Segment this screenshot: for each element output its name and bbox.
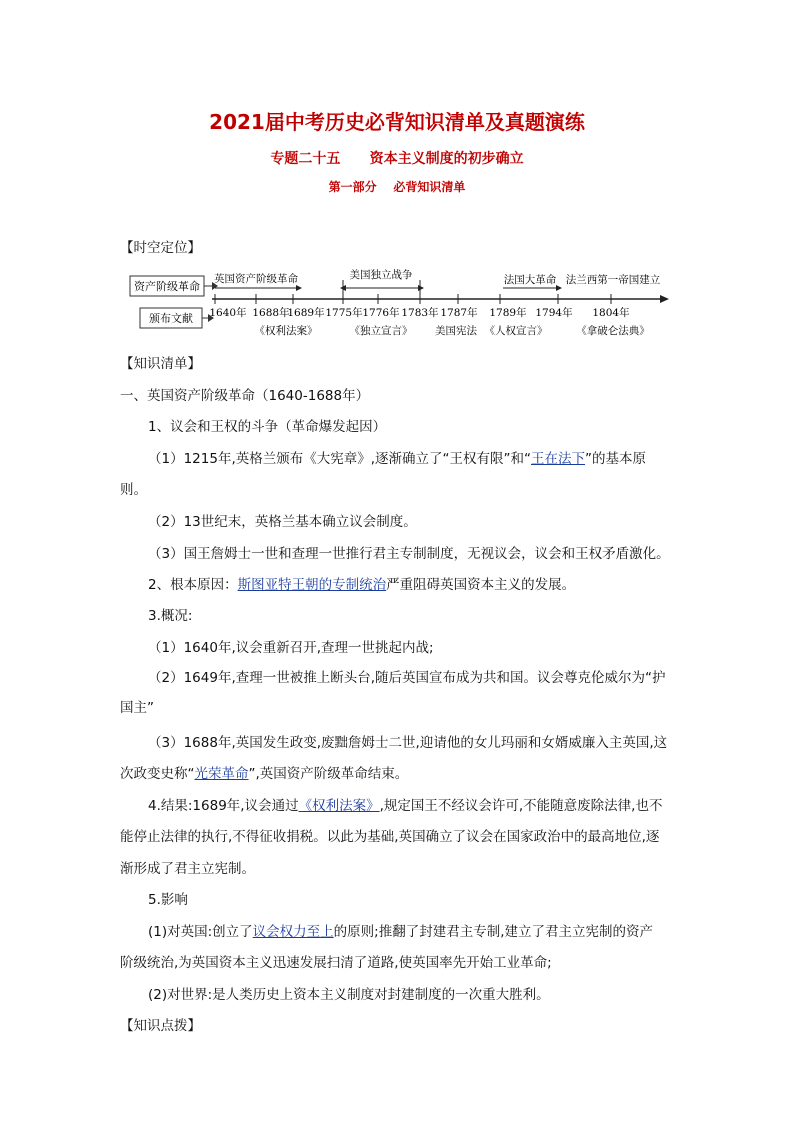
link-king-under-law[interactable]: 王在法下 bbox=[531, 451, 586, 467]
year-label: 1804年 bbox=[592, 307, 630, 319]
year-label: 1794年 bbox=[535, 307, 573, 319]
span-french-arrow bbox=[556, 285, 562, 291]
text-segment: (1)对英国:创立了 bbox=[148, 924, 253, 940]
link-stuart-tyranny[interactable]: 斯图亚特王朝的专制统治 bbox=[237, 577, 387, 593]
subheading-struggle: 1、议会和王权的斗争（革命爆发起因） bbox=[148, 419, 387, 435]
tips-section-label: 【知识点拨】 bbox=[120, 1018, 201, 1034]
text-segment: ”,英国资产阶级革命结束。 bbox=[248, 766, 409, 782]
paragraph-absolutism: （3）国王詹姆士一世和查理一世推行君主专制制度，无视议会，议会和王权矛盾激化。 bbox=[148, 546, 670, 562]
year-label: 1789年 bbox=[489, 307, 527, 319]
document-rights-of-man: 《人权宣言》 bbox=[484, 325, 548, 337]
text-segment: 的原则;推翻了封建君主专制,建立了君主立宪制的资产 bbox=[333, 924, 654, 940]
paragraph-root-cause bbox=[148, 573, 575, 593]
text-segment: 次政变史称“ bbox=[120, 766, 195, 782]
paragraph-1649-cont: 国主” bbox=[120, 700, 154, 716]
document-title: 2021届中考历史必背知识清单及真题演练 bbox=[209, 110, 585, 134]
timeline-section-label: 【时空定位】 bbox=[120, 240, 201, 256]
subheading-overview: 3.概况: bbox=[148, 608, 193, 624]
paragraph-influence-world: (2)对世界:是人类历史上资本主义制度对封建制度的一次重大胜利。 bbox=[148, 987, 550, 1003]
paragraph-magna-carta bbox=[148, 447, 646, 467]
paragraph-result bbox=[148, 794, 662, 814]
document-bill-of-rights: 《权利法案》 bbox=[254, 325, 318, 337]
year-label: 1640年 bbox=[209, 307, 247, 319]
event-english-revolution: 英国资产阶级革命 bbox=[214, 273, 298, 285]
text-segment: ”的基本原 bbox=[585, 451, 647, 467]
paragraph-1640: （1）1640年,议会重新召开,查理一世挑起内战; bbox=[148, 640, 434, 656]
paragraph-1649: （2）1649年,查理一世被推上断头台,随后英国宣布成为共和国。议会尊克伦威尔为“护 bbox=[148, 670, 666, 686]
text-segment: 2、根本原因： bbox=[148, 577, 238, 593]
paragraph-result-cont: 能停止法律的执行,不得征收捐税。以此为基础,英国确立了议会在国家政治中的最高地位,逐 bbox=[120, 829, 660, 845]
link-parliament-supremacy[interactable]: 议会权力至上 bbox=[252, 924, 334, 940]
year-label: 1689年 bbox=[287, 307, 325, 319]
paragraph-result-end: 渐形成了君主立宪制。 bbox=[120, 861, 255, 877]
link-glorious-revolution[interactable]: 光荣革命 bbox=[194, 766, 249, 782]
document-napoleonic-code: 《拿破仑法典》 bbox=[576, 325, 650, 337]
heading-english-revolution: 一、英国资产阶级革命（1640-1688年） bbox=[120, 388, 370, 404]
subheading-influence: 5.影响 bbox=[148, 892, 188, 908]
year-label: 1776年 bbox=[362, 307, 400, 319]
text-segment: 4.结果:1689年,议会通过 bbox=[148, 798, 299, 814]
axis-arrow bbox=[660, 295, 669, 303]
paragraph-1688-cont bbox=[120, 762, 408, 782]
text-segment: 严重阻碍英国资本主义的发展。 bbox=[386, 577, 576, 593]
paragraph-influence-england bbox=[148, 920, 653, 940]
event-first-empire: 法兰西第一帝国建立 bbox=[565, 274, 661, 286]
document-declaration-of-independence: 《独立宣言》 bbox=[349, 325, 413, 337]
event-french-revolution: 法国大革命 bbox=[503, 274, 557, 286]
year-label: 1688年 bbox=[252, 307, 290, 319]
paragraph-magna-carta-cont: 则。 bbox=[120, 482, 147, 498]
timeline-diagram bbox=[128, 266, 673, 344]
span-american-arrow-right bbox=[418, 285, 424, 291]
document-us-constitution: 美国宪法 bbox=[435, 325, 477, 337]
documents-box-label: 颁布文献 bbox=[149, 312, 193, 325]
topic-subtitle: 专题二十五 资本主义制度的初步确立 bbox=[270, 151, 524, 167]
paragraph-parliament: （2）13世纪末，英格兰基本确立议会制度。 bbox=[148, 514, 417, 530]
part-heading: 第一部分 必背知识清单 bbox=[328, 180, 466, 194]
text-segment: （1）1215年,英格兰颁布《大宪章》,逐渐确立了“王权有限”和“ bbox=[148, 451, 532, 467]
knowledge-section-label: 【知识清单】 bbox=[120, 356, 201, 372]
year-label: 1775年 bbox=[325, 307, 363, 319]
paragraph-1688: （3）1688年,英国发生政变,废黜詹姆士二世,迎请他的女儿玛丽和女婿威廉入主英国,这 bbox=[148, 735, 668, 751]
year-label: 1787年 bbox=[440, 307, 478, 319]
span-english-arrow bbox=[296, 285, 302, 291]
year-label: 1783年 bbox=[401, 307, 439, 319]
paragraph-influence-england-cont: 阶级统治,为英国资本主义迅速发展扫清了道路,使英国率先开始工业革命; bbox=[120, 955, 552, 971]
event-american-war: 美国独立战争 bbox=[349, 269, 413, 281]
link-bill-of-rights[interactable]: 《权利法案》 bbox=[298, 798, 380, 814]
revolution-box-label: 资产阶级革命 bbox=[134, 280, 200, 293]
text-segment: ,规定国王不经议会许可,不能随意废除法律,也不 bbox=[379, 798, 663, 814]
